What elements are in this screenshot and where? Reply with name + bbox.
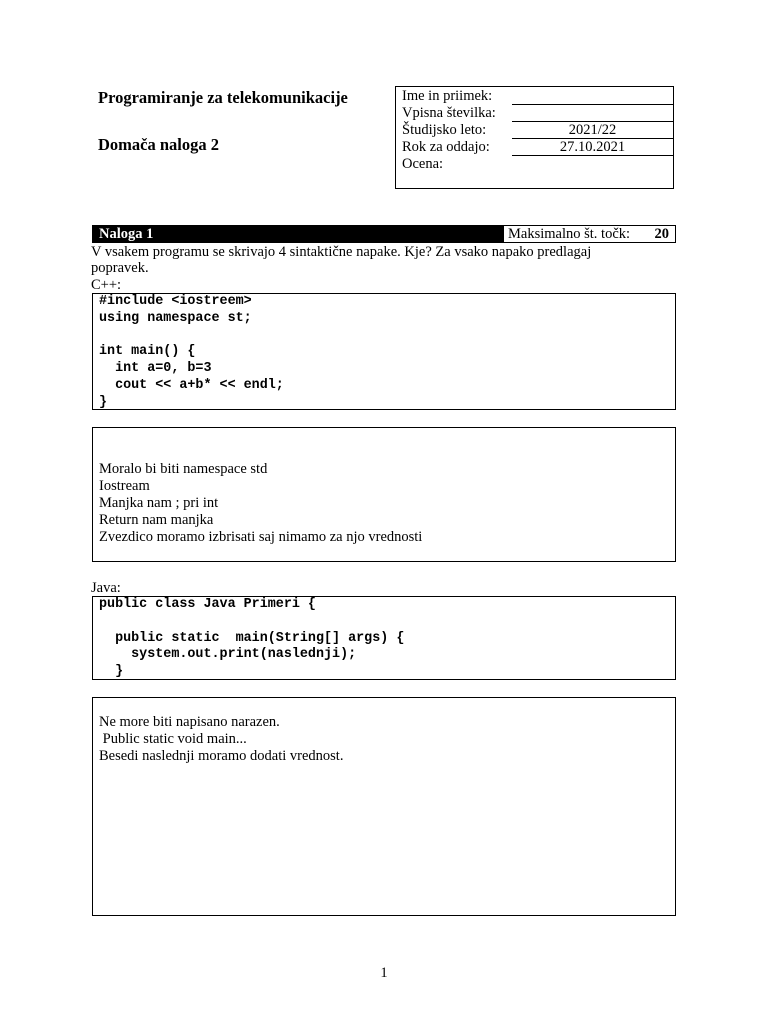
code-line: public class Java Primeri { — [99, 597, 316, 612]
java-label: Java: — [91, 580, 121, 596]
answer-line: Manjka nam ; pri int — [99, 495, 219, 511]
cpp-code — [99, 294, 284, 412]
code-line: #include <iostreem> — [99, 294, 252, 309]
java-code — [99, 597, 404, 681]
id-row — [396, 105, 673, 122]
java-answer — [99, 714, 343, 765]
cpp-label: C++: — [91, 277, 122, 293]
task-instruction: V vsakem programu se skrivajo 4 sintaktične napake. Kje? Za vsako napako predlagaj popravek. — [91, 244, 592, 276]
answer-line: Return nam manjka — [99, 512, 214, 528]
code-line: } — [99, 664, 124, 680]
cpp-answer-box[interactable] — [92, 427, 676, 562]
deadline-label: Rok za oddajo: — [402, 139, 490, 155]
code-line: system.out.print(naslednji); — [99, 647, 357, 663]
code-line: int main() { — [99, 344, 196, 360]
code-line: public static main(String[] args) { — [99, 630, 405, 646]
year-row — [396, 122, 673, 139]
deadline-field[interactable]: 27.10.2021 — [512, 139, 673, 156]
task-header — [92, 225, 676, 243]
name-label: Ime in priimek: — [402, 88, 493, 104]
course-title: Programiranje za telekomunikacije — [98, 88, 348, 107]
code-line — [99, 328, 284, 345]
student-info-box — [395, 86, 674, 189]
code-line: cout << a+b* << endl; — [99, 377, 284, 393]
assignment-title: Domača naloga 2 — [98, 135, 219, 154]
max-points-label: Maksimalno št. točk: — [508, 226, 631, 242]
max-points-value: 20 — [654, 226, 669, 242]
grade-label: Ocena: — [402, 156, 444, 172]
name-field[interactable] — [512, 88, 673, 105]
answer-line: Public static void main... — [99, 731, 247, 747]
answer-line: Besedi naslednji moramo dodati vrednost. — [99, 748, 344, 764]
cpp-code-box — [92, 293, 676, 410]
code-line: int a=0, b=3 — [99, 361, 212, 377]
answer-line: Moralo bi biti namespace std — [99, 461, 268, 477]
id-field[interactable] — [512, 105, 673, 122]
name-row — [396, 88, 673, 105]
answer-line: Zvezdico moramo izbrisati saj nimamo za njo vrednosti — [99, 529, 423, 545]
java-answer-box[interactable] — [92, 697, 676, 916]
year-label: Študijsko leto: — [402, 122, 487, 138]
code-line: using namespace st; — [99, 310, 252, 326]
cpp-answer — [99, 461, 422, 546]
java-code-box — [92, 596, 676, 680]
year-field[interactable]: 2021/22 — [512, 122, 673, 139]
deadline-row — [396, 139, 673, 156]
page-number: 1 — [380, 965, 388, 981]
grade-row — [396, 156, 673, 173]
code-line — [99, 614, 404, 631]
id-label: Vpisna številka: — [402, 105, 496, 121]
answer-line: Iostream — [99, 478, 150, 494]
code-line: } — [99, 394, 108, 410]
task-label: Naloga 1 — [93, 226, 504, 242]
answer-line: Ne more biti napisano narazen. — [99, 714, 280, 730]
